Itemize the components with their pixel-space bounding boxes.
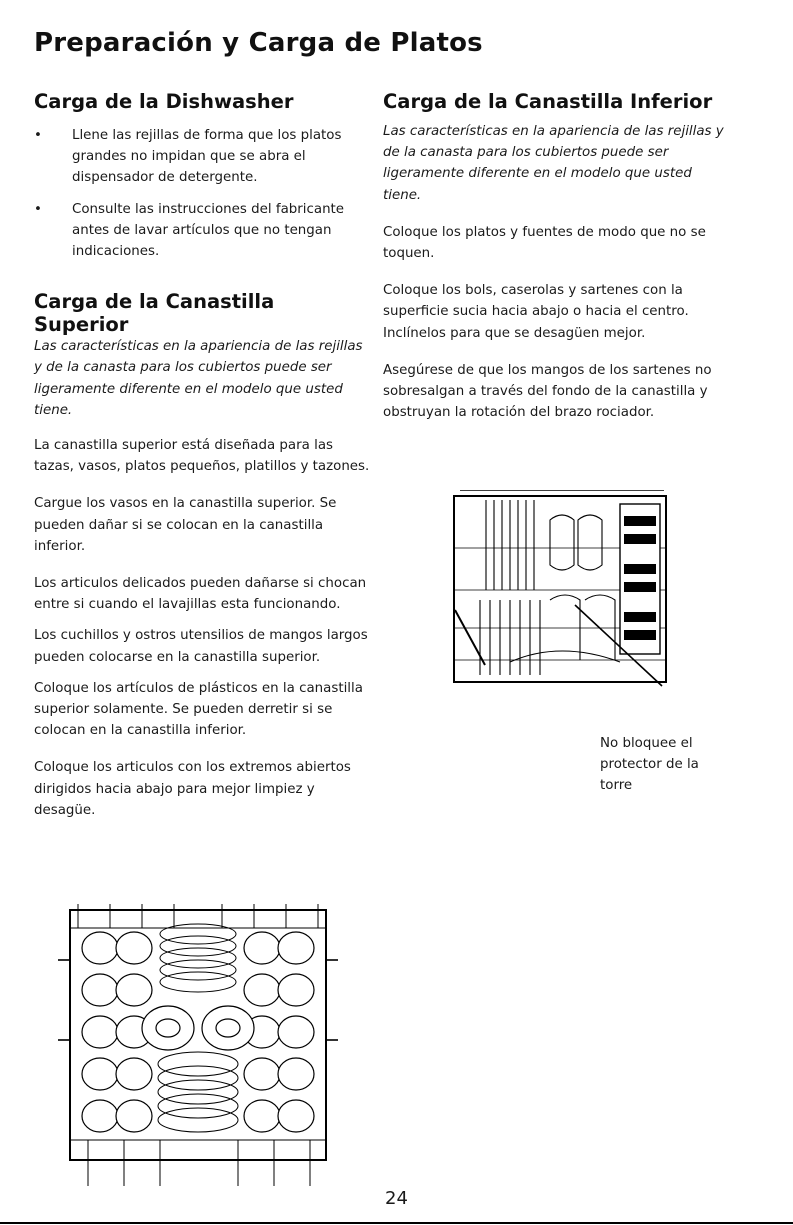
lower-rack-illustration xyxy=(450,490,676,690)
paragraph: Asegúrese de que los mangos de los sartenes no sobresalgan a través del fondo de la canastilla y obstruyan la rotación del brazo rociador. xyxy=(383,362,712,421)
page-number: 24 xyxy=(385,1188,408,1209)
paragraph: Coloque los bols, caserolas y sartenes con la superficie sucia hacia abajo o hacia el centro. Inclínelos para que se desagüen mejor. xyxy=(383,283,689,341)
paragraph: Cargue los vasos en la canastilla superior. Se pueden dañar si se colocan en la canastilla inferior. xyxy=(34,496,337,554)
model-variation-note: Las características en la apariencia de las rejillas y de la canasta para los cubiertos puede ser ligeramente diferente en el modelo que usted tiene. xyxy=(34,339,363,418)
right-column xyxy=(383,90,728,423)
bullet-item xyxy=(34,199,374,263)
upper-rack-illustration xyxy=(48,900,348,1188)
bullet-item xyxy=(34,125,374,189)
model-variation-note: Las características en la apariencia de las rejillas y de la canasta para los cubiertos puede ser ligeramente diferente en el modelo que usted tiene. xyxy=(383,124,724,203)
left-column xyxy=(34,90,374,821)
paragraph: Los cuchillos y ostros utensilios de mangos largos pueden colocarse en la canastilla superior. xyxy=(34,628,368,665)
paragraph: Los articulos delicados pueden dañarse si chocan entre si cuando el lavajillas esta funcionando. xyxy=(34,576,367,613)
bullet-icon: • xyxy=(34,201,42,217)
tower-protector-callout: No bloquee el protector de la torre xyxy=(600,736,699,794)
section-heading-dishwasher-loading: Carga de la Dishwasher xyxy=(34,90,294,113)
paragraph: Coloque los articulos con los extremos abiertos dirigidos hacia abajo para mejor limpiez y desagüe. xyxy=(34,760,351,818)
bullet-text: Llene las rejillas de forma que los platos grandes no impidan que se abra el dispensador de detergente. xyxy=(72,128,342,186)
bullet-icon: • xyxy=(34,128,42,143)
bullet-text: Consulte las instrucciones del fabricante antes de lavar artículos que no tengan indicaciones. xyxy=(72,201,345,260)
page-title: Preparación y Carga de Platos xyxy=(34,28,483,58)
paragraph: La canastilla superior está diseñada para las tazas, vasos, platos pequeños, platillos y tazones. xyxy=(34,438,370,475)
section-heading-lower-rack: Carga de la Canastilla Inferior xyxy=(383,90,713,113)
section-heading-upper-rack: Carga de la Canastilla Superior xyxy=(34,290,275,337)
paragraph: Coloque los artículos de plásticos en la canastilla superior solamente. Se pueden derretir si se colocan en la canastilla inferior. xyxy=(34,680,363,739)
bottom-rule xyxy=(0,1222,793,1224)
paragraph: Coloque los platos y fuentes de modo que no se toquen. xyxy=(383,224,706,262)
